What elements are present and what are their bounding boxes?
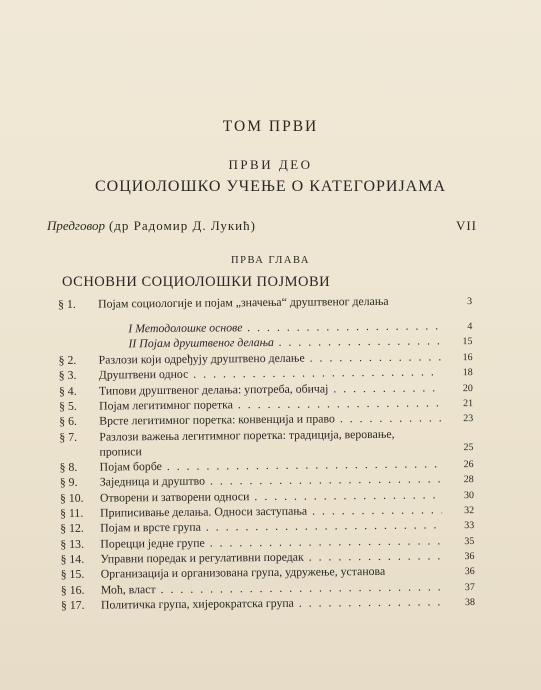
toc-entry-title: Порецци једне групе . . . <box>100 533 442 552</box>
toc-section-number: § 13. <box>60 536 85 551</box>
toc-section-number: § 16. <box>60 582 85 597</box>
toc-entry-title: Типови друштвеног делања: употреба, обичај . . . <box>99 380 441 399</box>
foreword-page: VII <box>455 218 477 233</box>
toc-section-number: § 6. <box>59 414 77 429</box>
toc-entry-title: Политичка група, хијерократска група . . . <box>101 595 443 614</box>
toc-entry-page: 36 <box>464 566 475 578</box>
toc-section-number: § 9. <box>59 474 78 490</box>
toc-entry-title: Моћ, власт . . . <box>101 579 443 598</box>
toc-entry-title: Управни поредак и регулативни поредак . . . <box>100 548 442 567</box>
toc-section-number: § 14. <box>60 551 85 567</box>
toc-section-number: § 5. <box>58 398 77 413</box>
toc-entry-page: 20 <box>462 382 473 394</box>
toc-entry-page: 23 <box>463 413 474 425</box>
toc-entry-page: 3 <box>467 296 473 308</box>
foreword-label: Предговор <box>47 218 105 233</box>
toc-entry-page: 38 <box>464 597 476 609</box>
toc-entry-page: 21 <box>462 397 474 410</box>
toc-entry-page: 33 <box>464 520 475 532</box>
toc-section-number: § 15. <box>60 567 85 582</box>
toc-entry-title: Друштвени однос . . . <box>99 365 441 384</box>
chapter-label: ПРВА ГЛАВА <box>231 255 310 266</box>
toc-section-number: § 11. <box>60 505 84 520</box>
toc-entry-title: II Појам друштвеног делања . . . <box>98 334 440 353</box>
toc-entry-7 <box>59 426 473 460</box>
toc-entry-page: 16 <box>462 351 473 363</box>
part-title: ПРВИ ДЕО <box>228 157 313 172</box>
toc-section-number: § 3. <box>58 367 77 383</box>
toc-entry-title: Врсте легитимног поретка: конвенција и право . . . <box>99 411 441 430</box>
toc-entry-title: Појам социологије и појам „значења“ друштвеног делања <box>98 293 389 311</box>
toc-entry-page: 4 <box>467 321 473 333</box>
toc-entry-page: 28 <box>463 474 474 486</box>
table-of-contents <box>58 292 475 614</box>
toc-entry-page: 35 <box>464 535 475 547</box>
toc-entry-title: Организација и организована група, удружење, установа <box>100 564 386 582</box>
toc-section-number: § 2. <box>58 352 77 367</box>
toc-entry-title: Појам борбе . . . <box>100 456 442 475</box>
toc-entry-title: Појам легитимног поретка . . . <box>99 395 441 414</box>
toc-entry-page: 18 <box>462 367 473 379</box>
part-subtitle: СОЦИОЛОШКО УЧЕЊЕ О КАТЕГОРИЈАМА <box>94 178 447 195</box>
toc-entry-page: 36 <box>464 551 475 563</box>
toc-entry-title: Разлози важења легитимног поретка: традиција, веровање, прописи <box>99 426 395 459</box>
toc-section-number: § 12. <box>60 521 84 536</box>
toc-entry-page: 32 <box>464 504 475 517</box>
toc-entry-title: Заједница и друштво . . . <box>100 471 442 490</box>
toc-entry-title: I Методолошке основе . . . <box>98 318 440 337</box>
toc-section-number: § 17. <box>60 598 85 613</box>
toc-entry-title: Приписивање делања. Односи заступања . . . <box>100 502 442 521</box>
toc-entry-page: 15 <box>462 336 473 348</box>
foreword-entry <box>47 218 477 234</box>
toc-section-number: § 10. <box>59 490 84 505</box>
toc-entry-page: 26 <box>463 458 474 470</box>
toc-section-number: § 1. <box>58 296 76 311</box>
volume-title: ТОМ ПРВИ <box>222 118 319 135</box>
toc-entry-title: Разлози који одређују друштвено делање . . . <box>99 349 441 368</box>
toc-section-number: § 7. <box>59 429 78 444</box>
chapter-title: ОСНОВНИ СОЦИОЛОШКИ ПОЈМОВИ <box>62 274 331 290</box>
toc-entry-title: Појам и врсте група . . . <box>100 518 442 537</box>
toc-entry-title: Отворени и затворени односи . . . <box>100 487 442 506</box>
toc-entry-1 <box>58 292 472 322</box>
foreword-author: (др Радомир Д. Лукић) <box>108 218 256 233</box>
toc-entry-page: 37 <box>464 581 475 593</box>
toc-entry-page: 30 <box>463 489 474 501</box>
toc-section-number: § 4. <box>58 383 77 398</box>
toc-entry-page: 25 <box>463 441 474 453</box>
toc-entry-17 <box>61 594 475 613</box>
toc-section-number: § 8. <box>59 459 78 474</box>
